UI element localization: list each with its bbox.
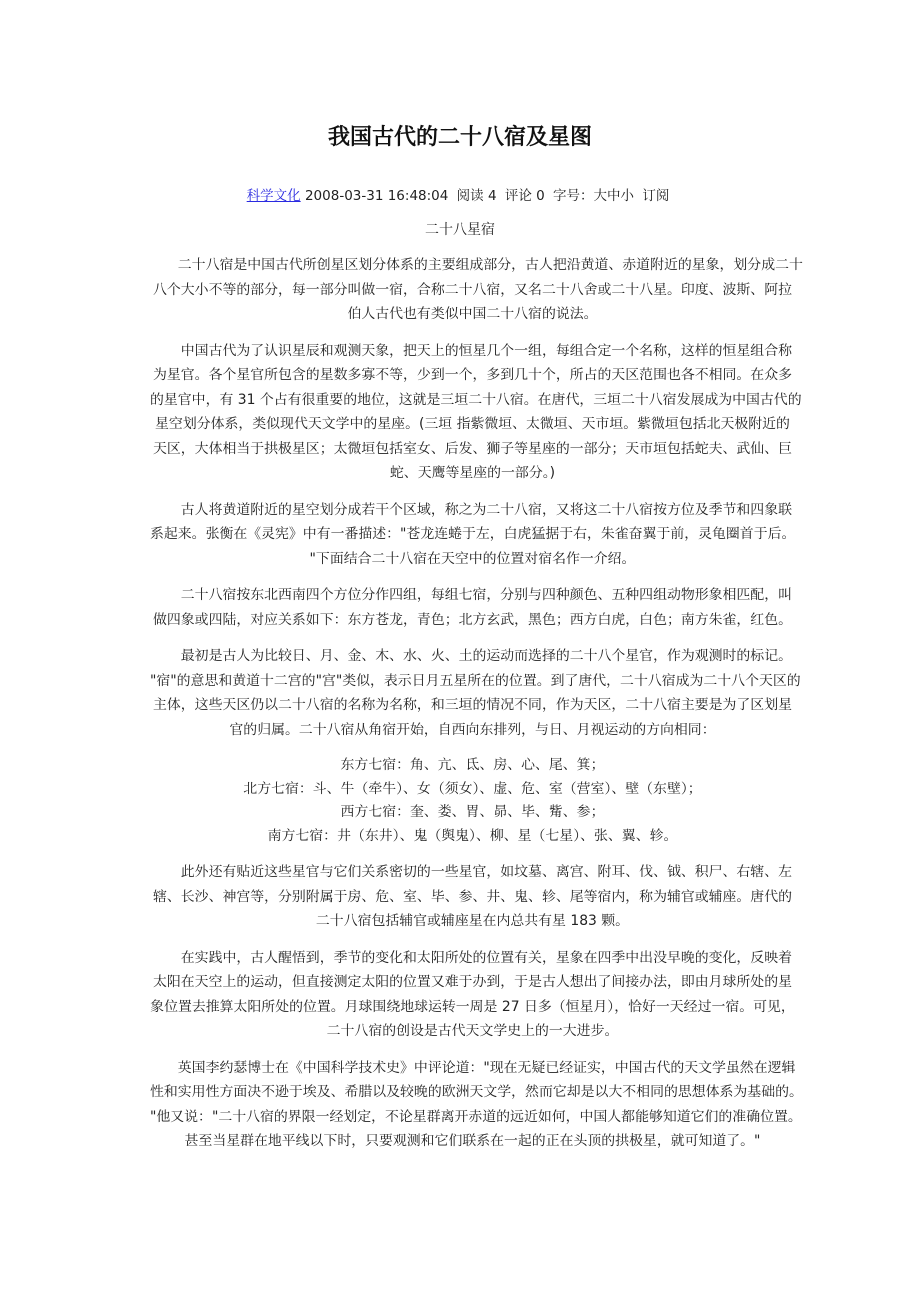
page-title: 我国古代的二十八宿及星图 — [327, 125, 592, 150]
text-line: "下面结合二十八宿在天空中的位置对宿名作一介绍。 — [309, 550, 636, 567]
text-line: 二十八宿包括辅官或辅座星在内总共有星 183 颗。 — [315, 913, 630, 929]
text-line: 天区，大体相当于拱极星区；太微垣包括室女、后发、狮子等星座的一部分；天市垣包括蛇夫、武仙、巨 — [153, 440, 792, 457]
lunar-mansions-list — [150, 754, 795, 848]
text-line: 性和实用性方面决不逊于埃及、希腊以及较晚的欧洲天文学，然而它却是以大不相同的思想体系为基础的。 — [150, 1084, 803, 1100]
text-line: 辖、长沙、神宫等，分别附属于房、危、室、毕、参、井、鬼、轸、尾等宿内，称为辅官或辅座。唐代的 — [153, 888, 792, 905]
read-count: 阅读 4 — [456, 188, 497, 204]
article-body — [150, 253, 803, 1166]
text-line: "宿"的意思和黄道十二宫的"宫"类似，表示日月五星所在的位置。到了唐代，二十八宿成为二十八个天区的 — [150, 672, 801, 689]
paragraph — [150, 253, 803, 327]
text-line: 在实践中，古人醒悟到，季节的变化和太阳所处的位置有关，星象在四季中出没早晚的变化，反映着 — [153, 949, 792, 966]
text-line: 最初是古人为比较日、月、金、木、水、火、土的运动而选择的二十八个星官，作为观测时的标记。 — [153, 648, 792, 664]
text-line: 太阳在天空上的运动，但直接测定太阳的位置又难于办到，于是古人想出了间接办法，即由月球所处的星 — [153, 974, 792, 990]
text-line: 二十八宿是中国古代所创星区划分体系的主要组成部分，古人把沿黄道、赤道附近的星象，划分成二十 — [150, 257, 803, 273]
paragraph — [150, 1056, 803, 1154]
text-line: 中国古代为了认识星辰和观测天象，把天上的恒星几个一组，每组合定一个名称，这样的恒星组合称 — [153, 342, 792, 359]
text-line: 做四象或四陆，对应关系如下：东方苍龙，青色；北方玄武，黑色；西方白虎，白色；南方朱雀，红色。 — [153, 611, 792, 628]
subscribe-link[interactable]: 订阅 — [642, 188, 670, 204]
text-line: 英国李约瑟博士在《中国科学技术史》中评论道："现在无疑已经证实，中国古代的天文学虽然在逻辑 — [150, 1059, 796, 1076]
text-line: 南方七宿：井（东井）、鬼（舆鬼）、柳、星（七星）、张、翼、轸。 — [267, 827, 678, 844]
paragraph — [150, 498, 795, 572]
paragraph — [150, 583, 795, 632]
text-line: "他又说："二十八宿的界限一经划定，不论星群离开赤道的远近如何，中国人都能够知道它们的准确位置。 — [150, 1108, 802, 1125]
comment-count: 评论 0 — [504, 188, 545, 204]
category-link[interactable]: 科学文化 — [246, 188, 301, 204]
text-line: 为星官。各个星官所包含的星数多寡不等，少到一个，多到几十个，所占的天区范围也各不相同。在众多 — [153, 367, 792, 383]
text-line: 星空划分体系，类似现代天文学中的星座。(三垣 指紫微垣、太微垣、天市垣。紫微垣包括北天极附近的 — [155, 416, 790, 432]
text-line: 二十八宿的创设是古代天文学史上的一大进步。 — [326, 1023, 619, 1039]
text-line: 八个大小不等的部分，每一部分叫做一宿，合称二十八宿，又名二十八舍或二十八星。印度、波斯、阿拉 — [153, 281, 792, 298]
article-meta — [0, 184, 920, 204]
post-datetime: 2008-03-31 16:48:04 — [304, 188, 449, 204]
paragraph — [150, 644, 801, 742]
text-line: 官的归属。二十八宿从角宿开始，自西向东排列，与日、月视运动的方向相同： — [229, 721, 716, 738]
text-line: 蛇、天鹰等星座的一部分。) — [389, 465, 556, 481]
paragraph — [150, 339, 802, 486]
text-line: 甚至当星群在地平线以下时，只要观测和它们联系在一起的正在头顶的拱极星，就可知道了。" — [184, 1133, 761, 1149]
text-line: 伯人古代也有类似中国二十八宿的说法。 — [347, 306, 598, 322]
text-line: 东方七宿：角、亢、氐、房、心、尾、箕； — [340, 757, 605, 773]
text-line: 象位置去推算太阳所处的位置。月球围绕地球运转一周是 27 日多（恒星月），恰好一天经过一宿。可见， — [150, 998, 795, 1015]
font-size-selector[interactable]: 字号：大中小 — [553, 188, 635, 204]
paragraph — [150, 946, 795, 1044]
text-line: 古人将黄道附近的星空划分成若干个区域，称之为二十八宿，又将这二十八宿按方位及季节和四象联 — [153, 501, 792, 518]
paragraph — [150, 860, 795, 934]
text-line: 系起来。张衡在《灵宪》中有一番描述："苍龙连蜷于左，白虎猛据于右，朱雀奋翼于前，灵龟圈首于后。 — [150, 526, 796, 542]
text-line: 北方七宿：斗、牛（牵牛）、女（须女）、虚、危、室（营室）、壁（东壁）； — [243, 780, 702, 797]
text-line: 西方七宿：奎、娄、胃、昴、毕、觜、参； — [340, 804, 605, 820]
text-line: 此外还有贴近这些星官与它们关系密切的一些星官，如坟墓、离宫、附耳、伐、钺、积尸、右辖、左 — [153, 864, 792, 880]
section-subtitle: 二十八星宿 — [425, 222, 495, 238]
text-line: 主体，这些天区仍以二十八宿的名称为名称，和三垣的情况不同，作为天区，二十八宿主要是为了区划星 — [153, 697, 792, 713]
text-line: 二十八宿按东北西南四个方位分作四组，每组七宿，分别与四种颜色、五种四组动物形象相匹配，叫 — [153, 587, 792, 603]
text-line: 的星官中，有 31 个占有很重要的地位，这就是三垣二十八宿。在唐代，三垣二十八宿发展成为中国古代的 — [150, 391, 802, 408]
